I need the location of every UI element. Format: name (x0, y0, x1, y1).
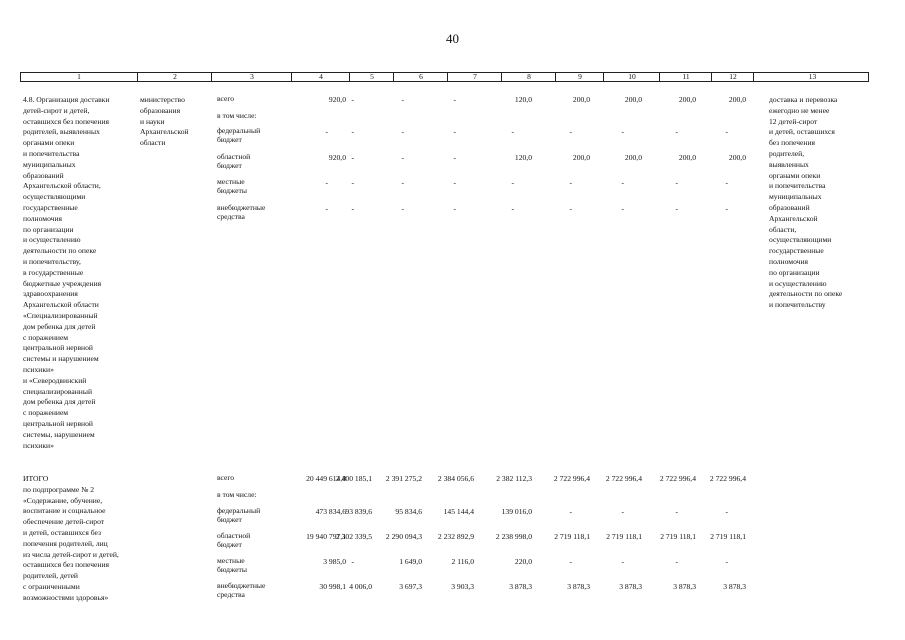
col1-line: Архангельской области, (23, 181, 101, 191)
col1-line: психики» (23, 440, 54, 450)
col2-line: министерство (140, 95, 185, 104)
row-value: 2 391 275,2 (385, 474, 422, 483)
col1-line: родителей, выявленных (23, 127, 100, 137)
row-value: 3 903,3 (451, 582, 474, 591)
col1-line: с поражением (23, 408, 69, 418)
col2-line: и науки (140, 116, 165, 126)
col1-line: дом ребенка для детей (23, 321, 96, 331)
col1-line: осуществляющими (23, 192, 86, 202)
row-value: 2 719 118,1 (554, 532, 590, 541)
row-label: местные (217, 177, 245, 186)
row-label: бюджет (217, 540, 242, 549)
col1-line: оставшихся без попечения (23, 560, 110, 570)
col13-line: осуществляющими (769, 235, 832, 245)
row-value: 120,0 (514, 153, 532, 162)
row-value: 2 719 118,1 (606, 532, 642, 541)
row-value: - (453, 127, 456, 136)
row-value: 2 384 056,6 (437, 474, 474, 483)
row-value: - (675, 557, 678, 566)
row-value: 2 290 094,3 (385, 532, 422, 541)
row-value: 2 719 118,1 (710, 532, 746, 541)
col1-line: воспитание и социальное (23, 506, 106, 516)
row-value: - (621, 178, 624, 187)
col1-line: государственные (23, 203, 78, 212)
col2-line: области (140, 138, 166, 148)
header-col-7: 7 (447, 73, 502, 81)
row-value: 473 834,6 (315, 507, 346, 516)
row-value: 220,0 (514, 557, 532, 566)
row-value: - (325, 178, 328, 187)
row-value: - (569, 204, 572, 213)
row-value: - (621, 557, 624, 566)
row-label: областной (217, 531, 251, 540)
row-value: 2 232 892,9 (437, 532, 474, 541)
row-label: в том числе: (217, 490, 257, 499)
header-col-11: 11 (659, 73, 712, 81)
row-value: 30 998,1 (319, 582, 346, 591)
col1-line: специализированный (23, 386, 93, 396)
col1-line: ИТОГО (23, 474, 49, 483)
col2-line: образования (140, 105, 181, 115)
row-value: - (725, 557, 728, 566)
header-col-10: 10 (603, 73, 660, 81)
col13-line: выявленных (769, 159, 809, 169)
row-value: - (675, 127, 678, 136)
col1-line: системы, нарушением (23, 429, 95, 439)
header-col-5: 5 (349, 73, 394, 81)
row-label: местные (217, 556, 245, 565)
col13-line: и детей, оставшихся (769, 127, 835, 137)
row-label: всего (217, 473, 235, 482)
col1-line: системы и нарушением (23, 354, 99, 364)
row-value: 2 722 996,4 (659, 474, 696, 483)
col13-line: 12 детей-сирот (769, 116, 818, 126)
row-value: 120,0 (514, 95, 532, 104)
row-value: 200,0 (678, 95, 696, 104)
header-col-1: 1 (77, 72, 81, 81)
col1-line: и «Северодвинский (23, 375, 87, 385)
row-value: 2 722 996,4 (709, 474, 746, 483)
header-col-6: 6 (393, 73, 448, 81)
header-col-13: 13 (753, 73, 871, 81)
row-value: - (351, 153, 354, 162)
row-value: - (325, 127, 328, 136)
row-value: 2 302 339,5 (335, 532, 372, 541)
row-value: 2 719 118,1 (660, 532, 696, 541)
col1-line: оставшихся без попечения (23, 116, 110, 126)
col1-line: из числа детей-сирот и детей, (23, 549, 119, 559)
col13-line: Архангельской (769, 213, 818, 223)
col1-line: деятельности по опеке (23, 246, 97, 256)
row-value: 2 722 996,4 (553, 474, 590, 483)
col1-line: здравоохранения (23, 289, 78, 299)
row-value: - (401, 153, 404, 162)
col13-line: образований (769, 203, 810, 212)
table-header-row (20, 72, 869, 82)
col13-line: государственные (769, 246, 824, 256)
row-label: бюджет (217, 161, 242, 170)
row-value: - (725, 204, 728, 213)
row-label: федеральный (217, 126, 261, 135)
row-value: - (725, 178, 728, 187)
col13-line: деятельности по опеке (769, 289, 843, 299)
row-value: 20 449 614,8 (306, 474, 346, 483)
col1-line: и попечительства (23, 149, 80, 158)
col1-line: полномочия (23, 213, 63, 223)
row-value: 200,0 (572, 95, 590, 104)
row-value: - (325, 204, 328, 213)
col13-line: и осуществлению (769, 278, 827, 288)
header-col-12: 12 (711, 73, 754, 81)
row-value: 200,0 (624, 153, 642, 162)
row-value: - (453, 95, 456, 104)
col1-line: дом ребенка для детей (23, 397, 96, 407)
row-value: - (401, 178, 404, 187)
col1-line: муниципальных (23, 159, 76, 169)
header-col-4: 4 (291, 73, 350, 81)
header-col-9: 9 (555, 73, 604, 81)
col13-line: доставка и перевозка (769, 95, 838, 104)
row-value: - (453, 204, 456, 213)
row-label: бюджет (217, 135, 242, 144)
col1-line: детей-сирот и детей, (23, 105, 90, 115)
col1-line: попечения родителей, лиц (23, 538, 108, 548)
row-label: всего (217, 94, 235, 103)
row-value: 2 116,0 (451, 557, 474, 566)
row-value: 200,0 (728, 95, 746, 104)
col1-line: 4.8. Организация доставки (23, 95, 110, 104)
row-value: 2 400 185,1 (335, 474, 372, 483)
row-label: федеральный (217, 506, 261, 515)
col13-line: ежегодно не менее (769, 105, 830, 115)
row-value: - (725, 127, 728, 136)
col1-line: образований (23, 170, 64, 180)
row-label: внебюджетные (217, 203, 266, 212)
col1-line: по подпрограмме № 2 (23, 484, 95, 494)
col1-line: обеспечение детей-сирот (23, 517, 105, 527)
header-col-3: 3 (211, 73, 292, 81)
row-value: - (621, 127, 624, 136)
col1-line: центральной нервной (23, 343, 93, 353)
col1-line: психики» (23, 365, 54, 374)
row-value: - (621, 507, 624, 516)
row-value: 2 238 998,0 (495, 532, 532, 541)
col1-line: в государственные (23, 267, 84, 277)
header-col-2: 2 (137, 73, 212, 81)
row-value: 95 834,6 (395, 507, 422, 516)
row-value: 19 940 797,1 (306, 532, 346, 541)
row-value: 200,0 (728, 153, 746, 162)
row-value: 200,0 (678, 153, 696, 162)
row-value: - (569, 178, 572, 187)
row-label: бюджеты (217, 565, 247, 574)
header-col-8: 8 (501, 73, 556, 81)
row-value: 4 006,0 (349, 582, 372, 591)
row-value: 145 144,4 (443, 507, 474, 516)
row-value: 920,0 (328, 153, 346, 162)
row-value: 3 985,0 (323, 557, 346, 566)
row-value: 93 839,6 (345, 507, 372, 516)
col1-line: родителей, детей (23, 571, 78, 581)
row-value: - (675, 507, 678, 516)
col1-line: с ограниченными (23, 582, 80, 591)
col1-line: бюджетные учреждения (23, 278, 102, 288)
row-label: бюджет (217, 515, 242, 524)
col13-line: муниципальных (769, 192, 822, 202)
col1-line: «Специализированный (23, 311, 98, 320)
col13-line: и попечительству (769, 300, 826, 310)
col13-line: области, (769, 224, 797, 234)
row-value: - (675, 204, 678, 213)
row-label: внебюджетные (217, 581, 266, 590)
row-label: средства (217, 590, 245, 599)
col1-line: с поражением (23, 332, 69, 342)
row-label: в том числе: (217, 111, 257, 120)
row-value: - (511, 178, 514, 187)
row-value: - (401, 95, 404, 104)
row-label: средства (217, 212, 245, 221)
col1-line: и попечительству, (23, 257, 81, 266)
row-value: - (351, 127, 354, 136)
col1-line: возможностями здоровья» (23, 592, 109, 602)
row-value: - (453, 178, 456, 187)
col13-line: родителей, (769, 149, 805, 158)
row-value: - (351, 178, 354, 187)
col13-line: по организации (769, 267, 820, 277)
row-value: - (569, 507, 572, 516)
page-number: 40 (446, 31, 459, 46)
row-value: 2 382 112,3 (496, 474, 532, 483)
row-label: бюджеты (217, 186, 247, 195)
col2-line: Архангельской (140, 127, 189, 137)
row-label: областной (217, 152, 251, 161)
row-value: 3 878,3 (619, 582, 642, 591)
col1-line: по организации (23, 224, 74, 234)
col1-line: центральной нервной (23, 419, 93, 428)
row-value: - (351, 557, 354, 566)
row-value: 200,0 (572, 153, 590, 162)
row-value: - (351, 95, 354, 104)
row-value: 3 878,3 (723, 582, 746, 591)
col1-line: органами опеки (23, 138, 75, 148)
row-value: 3 878,3 (509, 582, 532, 591)
row-value: - (511, 127, 514, 136)
row-value: - (569, 557, 572, 566)
col13-line: и попечительства (769, 181, 826, 191)
col13-line: без попечения (769, 138, 816, 148)
col13-line: органами опеки (769, 170, 821, 180)
row-value: 920,0 (328, 95, 346, 104)
row-value: - (569, 127, 572, 136)
row-value: 3 878,3 (673, 582, 696, 591)
row-value: 139 016,0 (501, 507, 532, 516)
row-value: - (511, 204, 514, 213)
col1-line: и осуществлению (23, 235, 81, 245)
col1-line: Архангельской области (23, 300, 99, 310)
row-value: 3 878,3 (567, 582, 590, 591)
row-value: - (401, 127, 404, 136)
row-value: - (725, 507, 728, 516)
row-value: 1 649,0 (399, 557, 422, 566)
col13-line: полномочия (769, 257, 809, 266)
col1-line: «Содержание, обучение, (23, 495, 103, 505)
col1-line: и детей, оставшихся без (23, 528, 101, 537)
row-value: 200,0 (624, 95, 642, 104)
row-value: - (401, 204, 404, 213)
row-value: - (453, 153, 456, 162)
row-value: 2 722 996,4 (605, 474, 642, 483)
row-value: - (621, 204, 624, 213)
row-value: - (675, 178, 678, 187)
row-value: 3 697,3 (399, 582, 422, 591)
row-value: - (351, 204, 354, 213)
